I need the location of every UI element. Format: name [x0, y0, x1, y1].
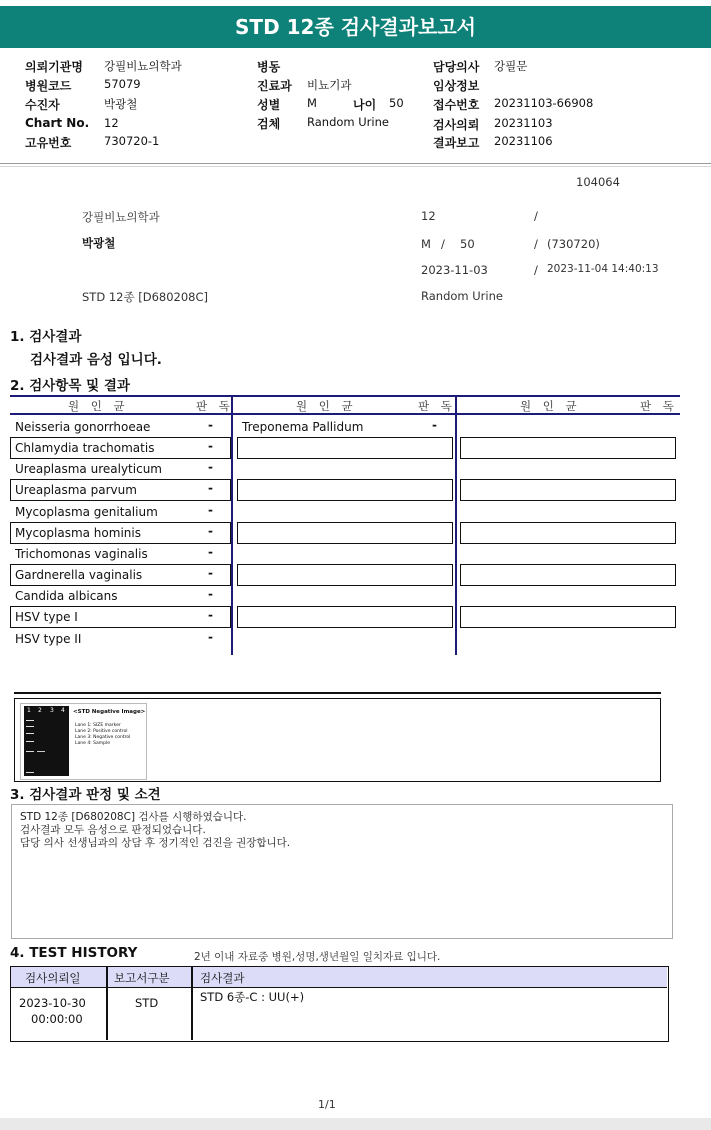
summary-patient-name: 박광철 — [82, 236, 116, 250]
col2-germ-header: 원 인 균 — [296, 399, 357, 413]
gel-divider — [14, 692, 661, 694]
summary-age: 50 — [460, 237, 475, 251]
history-table — [10, 966, 669, 1042]
report-title: STD 12종 검사결과보고서 — [0, 6, 711, 48]
row-box — [237, 564, 453, 586]
col1-judge-header: 판 독 — [196, 399, 234, 413]
history-time: 00:00:00 — [31, 1012, 83, 1026]
germ-result: - — [208, 587, 213, 601]
history-col-date: 검사의뢰일 — [25, 971, 81, 985]
section4-heading: 4. TEST HISTORY — [10, 945, 138, 961]
label-attending-doctor: 담당의사 — [433, 60, 480, 74]
grid-col-divider — [231, 395, 233, 655]
germ-result: - — [208, 566, 213, 580]
section1-summary: 검사결과 음성 입니다. — [30, 352, 162, 368]
label-chart-no: Chart No. — [25, 116, 90, 130]
germ-name: HSV type I — [15, 610, 78, 624]
header-divider-shadow — [0, 166, 711, 167]
label-department: 진료과 — [257, 79, 292, 93]
history-col-divider — [191, 967, 193, 1040]
germ-name: Trichomonas vaginalis — [15, 547, 148, 561]
value-sex: M — [307, 96, 317, 110]
germ-result: - — [208, 545, 213, 559]
germ-name: Mycoplasma genitalium — [15, 505, 158, 519]
germ-name: Mycoplasma hominis — [15, 526, 141, 540]
section1-heading: 1. 검사결과 — [10, 329, 82, 345]
summary-test-name: STD 12종 [D680208C] — [82, 290, 208, 304]
summary-specimen: Random Urine — [421, 289, 503, 303]
value-department: 비뇨기과 — [307, 78, 352, 92]
summary-chart-no: 12 — [421, 209, 436, 223]
germ-result: - — [208, 503, 213, 517]
label-requesting-institution: 의뢰기관명 — [25, 60, 83, 74]
label-ward: 병동 — [257, 60, 281, 74]
gel-legend: Lane 2: Positive control — [75, 729, 128, 734]
value-age: 50 — [389, 96, 404, 110]
germ-name: Gardnerella vaginalis — [15, 568, 143, 582]
value-requesting-institution: 강필비뇨의학과 — [104, 59, 182, 73]
label-specimen: 검체 — [257, 117, 281, 131]
label-result-report: 결과보고 — [433, 136, 480, 150]
opinion-line: 담당 의사 선생님과의 상담 후 정기적인 검진을 권장합니다. — [20, 837, 291, 849]
gel-legend: Lane 1: SIZE marker — [75, 723, 121, 728]
germ-result: - — [208, 630, 213, 644]
gel-band — [26, 772, 34, 773]
summary-birth: (730720) — [547, 237, 600, 251]
summary-separator: / — [534, 237, 538, 251]
gel-lane-label: 2 — [38, 707, 42, 714]
history-type: STD — [135, 996, 159, 1010]
history-col-type: 보고서구분 — [114, 971, 170, 985]
footer-band — [0, 1118, 711, 1130]
row-box — [237, 437, 453, 459]
value-hospital-code: 57079 — [104, 77, 141, 91]
row-box — [460, 437, 676, 459]
history-date: 2023-10-30 — [19, 996, 86, 1010]
grid-col-divider — [455, 395, 457, 655]
row-box — [460, 479, 676, 501]
gel-lane-label: 3 — [50, 707, 54, 714]
gel-legend: Lane 3: Negative control — [75, 735, 131, 740]
summary-separator: / — [534, 263, 538, 277]
document-code: 104064 — [576, 175, 620, 189]
gel-lane-label: 4 — [61, 707, 65, 714]
germ-result: - — [208, 524, 213, 538]
germ-result: - — [208, 460, 213, 474]
label-sex: 성별 — [257, 98, 281, 112]
section2-heading: 2. 검사항목 및 결과 — [10, 378, 130, 394]
label-receipt-number: 접수번호 — [433, 98, 480, 112]
summary-clinic: 강필비뇨의학과 — [82, 210, 160, 224]
value-test-request: 20231103 — [494, 116, 553, 130]
grid-top-line — [10, 395, 680, 397]
page-number: 1/1 — [318, 1098, 336, 1111]
germ-name: Neisseria gonorrhoeae — [15, 420, 151, 434]
gel-photo — [24, 706, 69, 776]
gel-band — [26, 741, 34, 742]
row-box — [460, 606, 676, 628]
row-box — [237, 479, 453, 501]
header-divider — [0, 163, 711, 164]
col1-germ-header: 원 인 균 — [68, 399, 129, 413]
germ-result: - — [432, 418, 437, 432]
germ-name: Candida albicans — [15, 589, 118, 603]
value-specimen: Random Urine — [307, 115, 389, 129]
row-box — [237, 522, 453, 544]
germ-name: Chlamydia trachomatis — [15, 441, 155, 455]
value-attending-doctor: 강필문 — [494, 59, 528, 73]
label-patient: 수진자 — [25, 98, 60, 112]
col3-judge-header: 판 독 — [640, 399, 678, 413]
germ-result: - — [208, 608, 213, 622]
gel-title: <STD Negative Image> — [73, 709, 146, 715]
gel-image — [20, 703, 147, 780]
history-col-result: 검사결과 — [200, 971, 245, 985]
row-box — [237, 606, 453, 628]
value-patient: 박광철 — [104, 97, 138, 111]
label-unique-number: 고유번호 — [25, 136, 72, 150]
summary-separator: / — [441, 237, 445, 251]
gel-legend: Lane 4: Sample — [75, 741, 110, 746]
history-col-divider — [106, 967, 108, 1040]
value-receipt-number: 20231103-66908 — [494, 96, 594, 110]
summary-date: 2023-11-03 — [421, 263, 488, 277]
germ-result: - — [208, 418, 213, 432]
gel-band — [26, 751, 34, 752]
history-header-row — [11, 967, 667, 988]
opinion-box — [11, 804, 673, 939]
section3-heading: 3. 검사결과 판정 및 소견 — [10, 787, 161, 803]
value-result-report: 20231106 — [494, 134, 553, 148]
summary-separator: / — [534, 209, 538, 223]
gel-lane-label: 1 — [27, 707, 31, 714]
summary-report-time: 2023-11-04 14:40:13 — [547, 263, 659, 275]
label-clinical-info: 임상정보 — [433, 79, 480, 93]
gel-band — [26, 720, 34, 721]
germ-result: - — [208, 439, 213, 453]
col3-germ-header: 원 인 균 — [520, 399, 581, 413]
germ-result: - — [208, 481, 213, 495]
germ-name: Treponema Pallidum — [242, 420, 364, 434]
value-unique-number: 730720-1 — [104, 134, 160, 148]
gel-band — [26, 733, 34, 734]
germ-name: Ureaplasma parvum — [15, 483, 137, 497]
gel-band — [37, 751, 45, 752]
history-result: STD 6종-C : UU(+) — [200, 990, 305, 1004]
label-hospital-code: 병원코드 — [25, 79, 72, 93]
germ-name: HSV type II — [15, 632, 82, 646]
col2-judge-header: 판 독 — [418, 399, 456, 413]
gel-band — [26, 726, 34, 727]
opinion-line: 검사결과 모두 음성으로 판정되었습니다. — [20, 824, 206, 836]
value-chart-no: 12 — [104, 116, 119, 130]
label-age: 나이 — [353, 98, 377, 112]
summary-sex: M — [421, 237, 431, 251]
label-test-request: 검사의뢰 — [433, 118, 480, 132]
opinion-line: STD 12종 [D680208C] 검사를 시행하였습니다. — [20, 811, 247, 823]
germ-name: Ureaplasma urealyticum — [15, 462, 162, 476]
row-box — [460, 522, 676, 544]
history-note: 2년 이내 자료중 병원,성명,생년월일 일치자료 입니다. — [194, 951, 441, 963]
row-box — [460, 564, 676, 586]
